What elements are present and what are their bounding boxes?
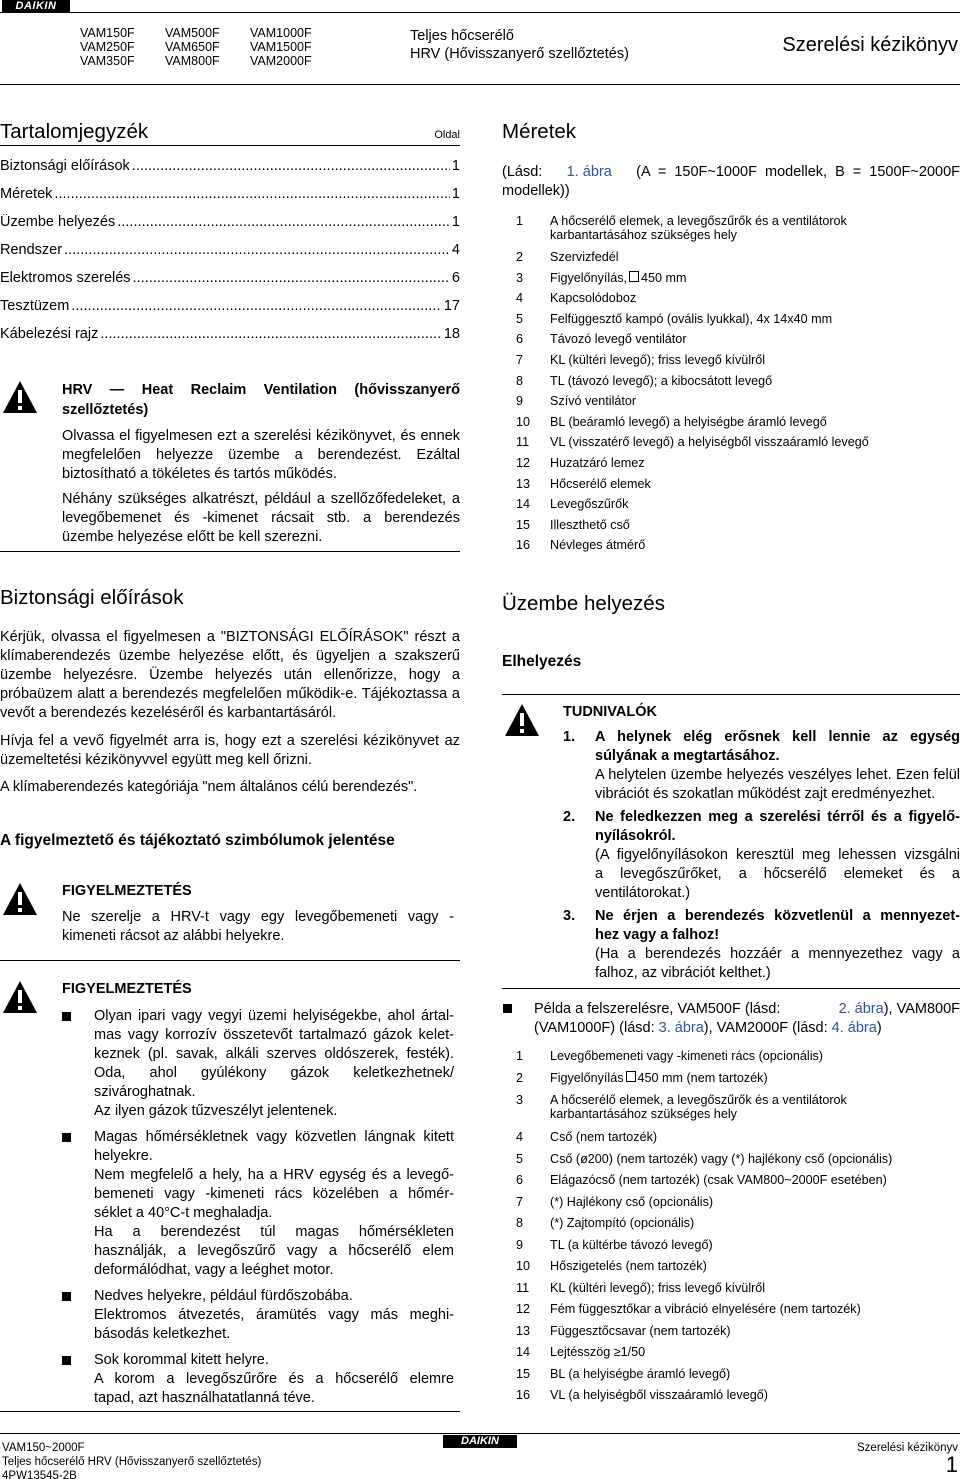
toc-item[interactable] <box>0 186 460 202</box>
symbols-title: A figyelmeztető és tájékoztató szimbólumok jelentése <box>0 832 395 849</box>
warning-list-text: Sok korommal kitett helyre. A korom a levegőszűrőre és a hőcserélő elemre tapad, azt használhatatlanná téve. <box>94 1352 454 1406</box>
list-item: 12 Fém függesztőkar a vibráció elnyelésére (nem tartozék) <box>516 1302 861 1316</box>
list-item: 3 A hőcserélő elemek, a levegőszűrők és a ventilátorok karbantartásához szükséges hely <box>516 1093 847 1121</box>
toc-item[interactable] <box>0 270 460 286</box>
footer-left <box>2 1441 261 1479</box>
list-item: 15 BL (a helyiségbe áramló levegő) <box>516 1366 731 1381</box>
toc-item-label: Rendszer <box>0 242 63 258</box>
daikin-logo: DAIKIN <box>2 0 70 12</box>
list-item: 12 Huzatzáró lemez <box>516 455 645 470</box>
warning-icon <box>504 703 540 737</box>
model-code: VAM250F <box>80 40 135 54</box>
figure-link[interactable]: 2. ábra <box>838 1001 884 1017</box>
header-doc-type: Szerelési kézikönyv <box>782 34 958 56</box>
model-code: VAM2000F <box>250 54 312 68</box>
list-item: 11 KL (kültéri levegő); friss levegő kívülről <box>516 1280 766 1295</box>
notice-title: TUDNIVALÓK <box>563 704 657 720</box>
header-rule <box>0 12 960 13</box>
footer-rule <box>0 1433 960 1434</box>
warning-list-text: Magas hőmérsékletnek vagy közvetlen lángnak kitett helyekre. Nem megfelelő a hely, ha a HRV egység és a levegő- bemeneti vagy -kimeneti rács közelében a hőmér- séklet a 40°C-t meghaladja. Ha a berendezést túl magas hőmérsékleten használják, a levegőszűrő vagy a hőcserélő elem deformálódhat, vagy a leéghet motor. <box>94 1129 454 1278</box>
bullet-square <box>62 1292 71 1301</box>
toc-item-page: 1 <box>451 158 460 174</box>
safety-paragraph: Kérjük, olvassa el figyelmesen a "BIZTONSÁGI ELŐÍRÁSOK" részt a klímaberendezés üzembe helyezése előtt, és ügyeljen a szakszerű üzembe helyezésre. Üzembe helyezés után ellenőrizze, hogy a próbaüzem alatt a berendezés megfelelően működik-e. Tájékoztassa a vevőt a berendezés kezeléséről és karbantartásáról. <box>0 629 460 721</box>
square-symbol-icon <box>626 1071 636 1082</box>
toc-item[interactable] <box>0 158 460 174</box>
subsection-title-location: Elhelyezés <box>502 653 582 670</box>
section-title-safety: Biztonsági előírások <box>0 586 184 609</box>
toc-item-label: Tesztüzem <box>0 298 70 314</box>
toc-item[interactable] <box>0 242 460 258</box>
section-title-dimensions: Méretek <box>502 120 577 143</box>
toc-item-label: Kábelezési rajz <box>0 326 99 342</box>
toc-item-page: 18 <box>443 326 460 342</box>
figure-link[interactable]: 4. ábra <box>831 1020 877 1036</box>
header-title-line: Teljes hőcserélő <box>410 28 514 44</box>
model-list-3 <box>250 26 312 68</box>
warning-list-item <box>62 1287 454 1344</box>
list-item: 10 Hőszigetelés (nem tartozék) <box>516 1259 707 1273</box>
list-item: 13 Hőcserélő elemek <box>516 476 651 491</box>
toc-item[interactable] <box>0 298 460 314</box>
model-list-2 <box>165 26 220 68</box>
intro-title-line1: HRV — Heat Reclaim Ventilation (hővisszanyerő <box>62 382 460 398</box>
warning-title: FIGYELMEZTETÉS <box>62 883 192 899</box>
warning-list-item <box>62 1128 454 1280</box>
list-item: 11 VL (visszatérő levegő) a helyiségből visszaáramló levegő <box>516 435 869 450</box>
list-item: 5 Felfüggesztő kampó (ovális lyukkal), 4x 14x40 mm <box>516 311 833 326</box>
dimensions-reference-line2: modellek)) <box>502 183 570 199</box>
notice-rule <box>502 988 960 989</box>
warning-text: Ne szerelje a HRV-t vagy egy levegőbemeneti vagy -kimeneti rácsot az alábbi helyekre. <box>62 909 454 944</box>
list-item: 5 Cső (ø200) (nem tartozék) vagy (*) hajlékony cső (opcionális) <box>516 1151 893 1166</box>
list-item: 13 Függesztőcsavar (nem tartozék) <box>516 1323 731 1338</box>
model-code: VAM500F <box>165 26 220 40</box>
notice-item: 3. Ne érjen a berendezés közvetlenül a mennyezet- hez vagy a falhoz! (Ha a berendezés hozzáér a mennyezethez vagy a falhoz, az vibrációt kelthet.) <box>563 908 960 981</box>
warning-rule <box>0 960 460 961</box>
list-item: 14 Lejtésszög ≥1/50 <box>516 1345 646 1359</box>
toc-leader <box>71 298 442 314</box>
intro-paragraph: Néhány szükséges alkatrészt, például a szellőzőfedeleket, a levegőbemenet és -kimenet rácsait stb. a berendezés üzembe helyezése előtt be kell szerezni. <box>62 491 460 545</box>
toc-item-page: 4 <box>451 242 460 258</box>
safety-paragraph: A klímaberendezés kategóriája "nem általános célú berendezés". <box>0 779 418 795</box>
warning-list <box>62 1007 454 1408</box>
list-item: 8 TL (távozó levegő); a kibocsátott levegő <box>516 373 773 388</box>
list-item: 7 KL (kültéri levegő); friss levegő kívülről <box>516 352 766 367</box>
figure-link[interactable]: 1. ábra <box>566 164 612 180</box>
bullet-square <box>503 1004 512 1013</box>
list-item: 6 Elágazócső (nem tartozék) (csak VAM800~2000F esetében) <box>516 1173 887 1187</box>
model-list-1 <box>80 26 135 68</box>
toc-leader <box>117 214 450 230</box>
toc-title: Tartalomjegyzék <box>0 120 149 143</box>
safety-paragraph: Hívja fel a vevő figyelmét arra is, hogy ezt a szerelési kézikönyvet az üzemeltetési kézikönyvvel együtt meg kell őrizni. <box>0 733 460 768</box>
list-item: 10 BL (beáramló levegő) a helyiségbe áramló levegő <box>516 414 827 429</box>
warning-list-item <box>62 1007 454 1121</box>
list-item: 2 Figyelőnyílás 450 mm (nem tartozék) <box>516 1071 768 1085</box>
toc-item-label: Biztonsági előírások <box>0 158 130 174</box>
warning-icon <box>2 380 38 414</box>
footer-product-name: Teljes hőcserélő HRV (Hővisszanyerő szellőztetés) <box>2 1456 262 1468</box>
list-item: 9 TL (a kültérbe távozó levegő) <box>516 1237 713 1252</box>
dimensions-reference <box>502 163 960 182</box>
toc-item[interactable] <box>0 214 460 230</box>
toc-item-label: Üzembe helyezés <box>0 214 116 230</box>
model-code: VAM150F <box>80 26 135 40</box>
header-bottom-rule <box>0 84 960 85</box>
model-code: VAM650F <box>165 40 220 54</box>
toc-item[interactable] <box>0 326 460 342</box>
list-item: 16 VL (a helyiségből visszaáramló levegő) <box>516 1388 768 1402</box>
list-item: 14 Levegőszűrők <box>516 497 629 512</box>
ref-text: (A = 150F~1000F modellek, B = 1500F~2000F <box>636 164 960 180</box>
intro-paragraph: Olvassa el figyelmesen ezt a szerelési kézikönyvet, és ennek megfelelően helyezze üzembe a berendezést. Ezáltal biztosítható a tökéletes és tartós működés. <box>62 428 460 482</box>
notice-item: 1. A helynek elég erősnek kell lennie az egység súlyának a megtartásához. A helytelen üzembe helyezés veszélyes lehet. Ezen felül vibrációt és szokatlan működést zajt eredményezhet. <box>563 729 960 802</box>
list-item: 6 Távozó levegő ventilátor <box>516 332 687 347</box>
warning-list-text: Nedves helyekre, például fürdőszobába. Elektromos átvezetés, áramütés vagy más meghi- básodás keletkezhet. <box>94 1288 454 1342</box>
toc-item-page: 1 <box>451 186 460 202</box>
list-item: 9 Szívó ventilátor <box>516 394 637 409</box>
toc-item-page: 17 <box>443 298 460 314</box>
installation-legend <box>516 1049 960 1410</box>
toc-rule <box>0 145 460 146</box>
list-item: 2 Szervizfedél <box>516 250 619 264</box>
toc-leader <box>54 186 450 202</box>
footer-doc-code: 4PW13545-2B <box>2 1470 77 1479</box>
model-code: VAM350F <box>80 54 135 68</box>
notice-item: 2. Ne feledkezzen meg a szerelési térről és a figyelő- nyílásokról. (A figyelőnyílásokon keresztül meg lehessen vizsgálni a levegőszűrőket, a hőcserélő elemeket és a ventilátorokat.) <box>563 809 960 901</box>
toc-item-label: Elektromos szerelés <box>0 270 131 286</box>
bullet-square <box>62 1012 71 1021</box>
toc-header <box>0 120 460 144</box>
toc-item-label: Méretek <box>0 186 53 202</box>
dimensions-legend <box>516 214 960 559</box>
list-item: 1 A hőcserélő elemek, a levegőszűrők és a ventilátorok karbantartásához szükséges hely <box>516 214 847 242</box>
square-symbol-icon <box>629 271 639 282</box>
ref-text: (Lásd: <box>502 164 543 180</box>
list-item: 15 Illeszthető cső <box>516 517 630 532</box>
footer-daikin-logo: DAIKIN <box>443 1435 517 1448</box>
toc-item-page: 1 <box>451 214 460 230</box>
toc-leader <box>100 326 442 342</box>
warning-list-item <box>62 1351 454 1408</box>
footer-model-range: VAM150~2000F <box>2 1442 85 1454</box>
model-code: VAM1000F <box>250 26 312 40</box>
list-item: 4 Kapcsolódoboz <box>516 291 637 306</box>
bullet-square <box>62 1133 71 1142</box>
toc-page-label: Oldal <box>434 129 460 141</box>
model-code: VAM1500F <box>250 40 312 54</box>
list-item: 1 Levegőbemeneti vagy -kimeneti rács (opcionális) <box>516 1049 823 1063</box>
toc-leader <box>132 158 450 174</box>
page-number: 1 <box>945 1452 958 1477</box>
section-title-installation: Üzembe helyezés <box>502 592 665 615</box>
notice-rule <box>502 694 960 695</box>
header-title <box>410 27 629 63</box>
list-item: 8 (*) Zajtompító (opcionális) <box>516 1216 695 1230</box>
footer-doc-type: Szerelési kézikönyv <box>857 1442 958 1454</box>
bullet-square <box>62 1356 71 1365</box>
warning-icon <box>2 980 38 1014</box>
warning-icon <box>2 882 38 916</box>
list-item: 4 Cső (nem tartozék) <box>516 1130 658 1144</box>
warning-rule <box>0 1411 460 1412</box>
toc-leader <box>133 270 450 286</box>
figure-link[interactable]: 3. ábra <box>658 1020 704 1036</box>
list-item: 16 Névleges átmérő <box>516 538 646 553</box>
model-code: VAM800F <box>165 54 220 68</box>
header-title-line: HRV (Hővisszanyerő szellőztetés) <box>410 46 629 62</box>
toc-item-page: 6 <box>451 270 460 286</box>
list-item: 3 Figyelőnyílás, 450 mm <box>516 270 687 285</box>
intro-title-line2: szellőztetés) <box>62 402 149 418</box>
list-item: 7 (*) Hajlékony cső (opcionális) <box>516 1194 714 1209</box>
warning-title: FIGYELMEZTETÉS <box>62 981 192 997</box>
intro-rule <box>0 551 460 552</box>
toc-leader <box>64 242 450 258</box>
warning-list-text: Olyan ipari vagy vegyi üzemi helyiségekbe, ahol ártal- mas vagy korrozív összetevőt tartalmazó gázok kelet- keznek (pl. savak, alkáli szerves oldószerek, festék). Oda, ahol gyúlékony gázok keletkezhetnek/ szivároghatnak. Az ilyen gázok tűzveszélyt jelentenek. <box>94 1008 454 1119</box>
installation-example: Példa a felszerelésre, VAM500F (lásd: 2. ábra), VAM800F (VAM1000F) (lásd: 3. ábra), VAM2000F (lásd: 4. ábra) <box>503 1000 960 1038</box>
